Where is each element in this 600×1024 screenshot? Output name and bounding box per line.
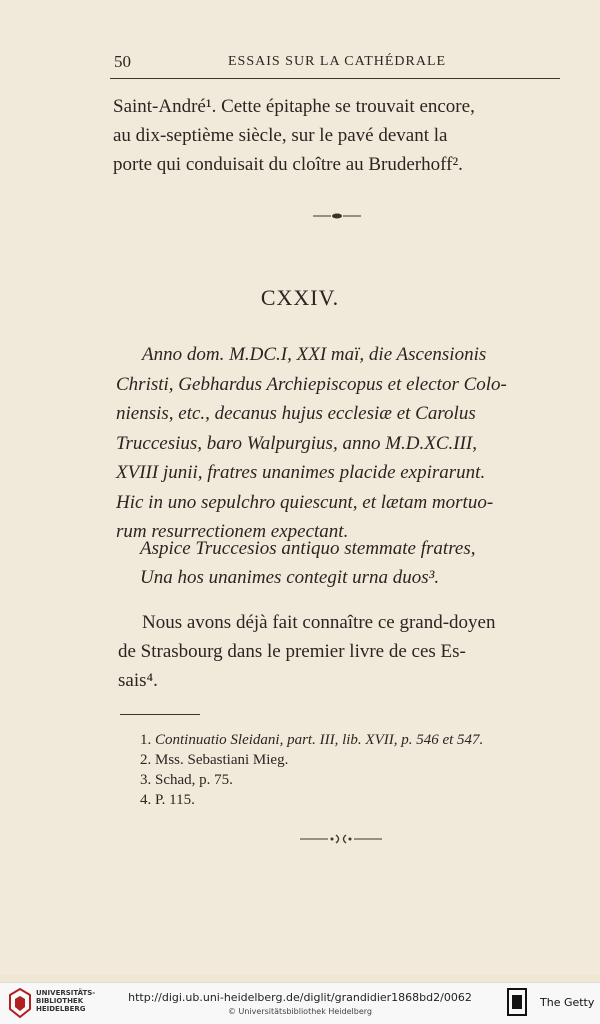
end-ornament-icon (300, 832, 382, 846)
footnote-text: P. 115. (155, 792, 195, 808)
text-line: niensis, etc., decanus hujus ecclesiæ et Carolus (116, 403, 476, 424)
text-line: Anno dom. M.DC.I, XXI maï, die Ascensionis (142, 344, 487, 365)
footnote-number: 3. (140, 772, 152, 788)
footnote-number: 2. (140, 752, 152, 768)
text-line: Hic in uno sepulchro quiescunt, et lætam mortuo- (116, 491, 494, 513)
paragraph-2 (118, 608, 560, 695)
footnote-number: 1. (140, 732, 152, 748)
text-line: rum resurrectionem expectant. (116, 521, 349, 542)
text-line: XVIII junii, fratres unanimes placide expirarunt. (116, 462, 486, 483)
partner-name[interactable]: The Getty (540, 996, 595, 1009)
footnote-1 (140, 732, 483, 749)
text-line: Christi, Gebhardus Archiepiscopus et elector Colo- (116, 373, 507, 395)
getty-logo-icon (506, 987, 528, 1017)
ornament-divider-icon (313, 208, 361, 222)
text-line: sais⁴. (118, 670, 158, 691)
paragraph-1 (113, 92, 558, 179)
footnote-text: Schad, p. 75. (155, 772, 233, 788)
footnote-2 (140, 752, 288, 769)
verse-line-1: Aspice Truccesios antiquo stemmate fratres, (140, 538, 476, 559)
text-line: de Strasbourg dans le premier livre de ces Es- (118, 641, 466, 662)
latin-epitaph (116, 340, 559, 547)
running-title: ESSAIS SUR LA CATHÉDRALE (228, 54, 447, 69)
page-number: 50 (114, 52, 131, 71)
footnote-text: Continuatio Sleidani, part. III, lib. XVII, p. 546 et 547. (155, 732, 484, 748)
footnote-text: Mss. Sebastiani Mieg. (155, 752, 289, 768)
page-header (110, 50, 560, 79)
footnote-number: 4. (140, 792, 152, 808)
text-line: porte qui conduisait du cloître au Bruderhoff². (113, 154, 463, 175)
section-heading: CXXIV. (260, 285, 340, 310)
footnote-rule (120, 714, 200, 715)
text-line: Truccesius, baro Walpurgius, anno M.D.XC.III, (116, 432, 477, 454)
permalink[interactable]: http://digi.ub.uni-heidelberg.de/diglit/grandidier1868bd2/0062 (128, 991, 472, 1004)
verse-line-2: Una hos unanimes contegit urna duos³. (140, 567, 440, 588)
footnote-3 (140, 772, 233, 789)
text-line: Saint-André¹. Cette épitaphe se trouvait encore, (113, 96, 475, 117)
footnote-4 (140, 792, 195, 809)
library-name: UNIVERSITÄTS- BIBLIOTHEK HEIDELBERG (36, 989, 96, 1013)
copyright: © Universitätsbibliothek Heidelberg (227, 1007, 372, 1016)
viewer-footer (0, 982, 600, 1024)
text-line: Nous avons déjà fait connaître ce grand-doyen (142, 612, 496, 633)
text-line: au dix-septième siècle, sur le pavé devant la (113, 125, 448, 146)
